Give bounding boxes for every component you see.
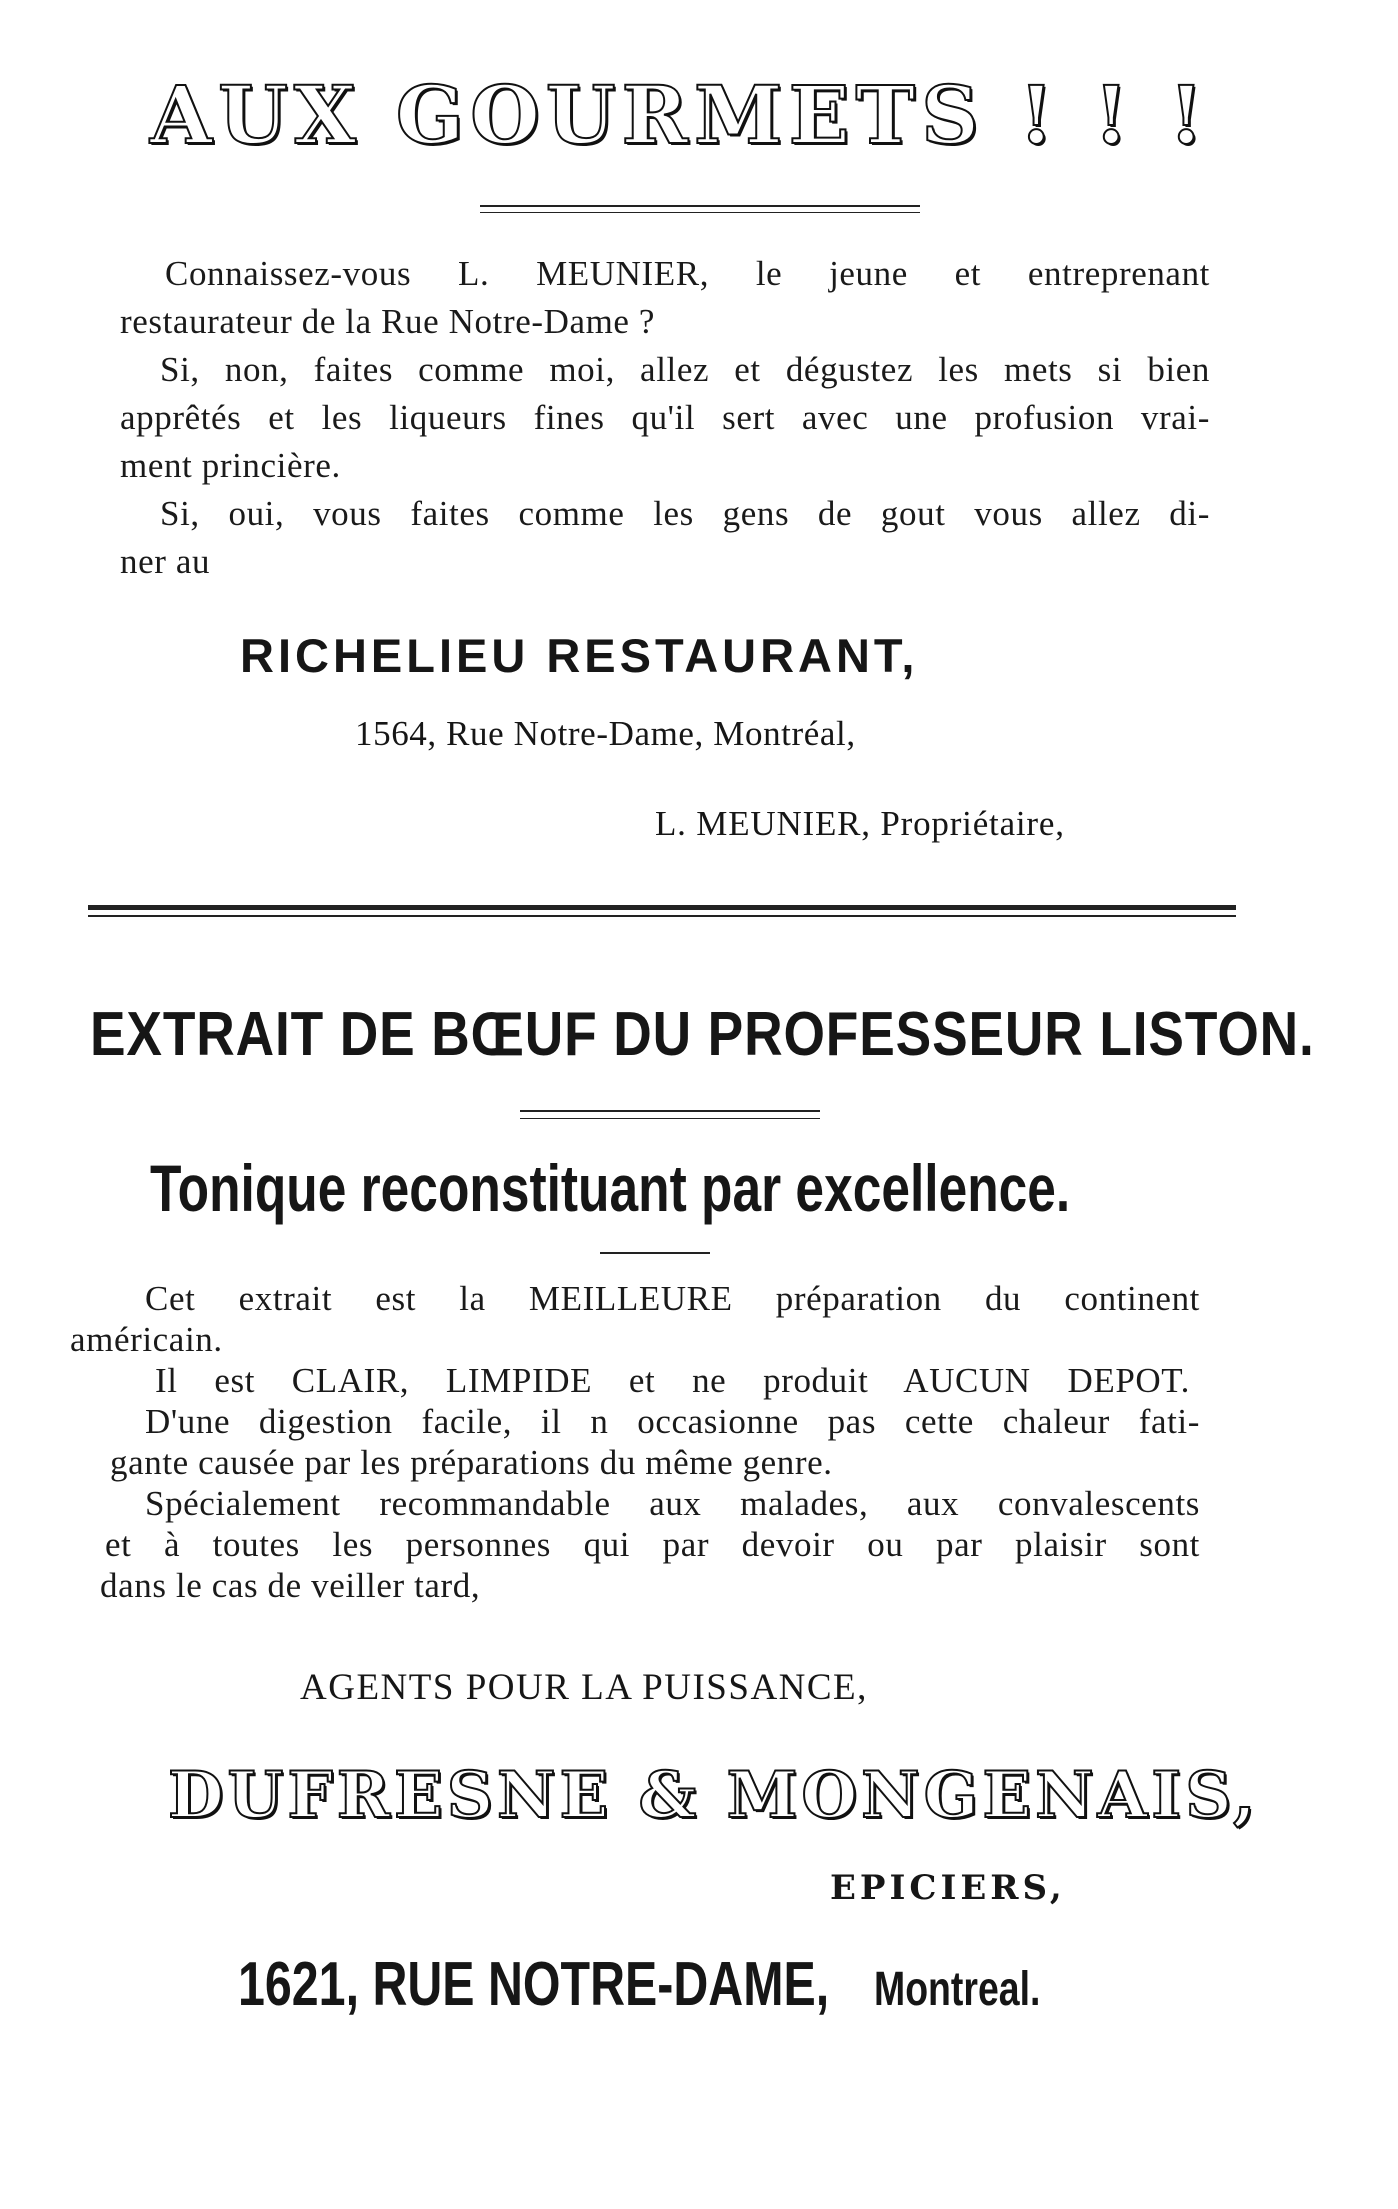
- ad1-restaurant-name: RICHELIEU RESTAURANT,: [240, 629, 919, 682]
- ad1-line: restaurateur de la Rue Notre-Dame ?: [120, 302, 656, 341]
- ad1-line: ment princière.: [120, 446, 341, 485]
- section-divider-thick: [88, 905, 1236, 910]
- ad2-title-rule-bottom: [520, 1118, 820, 1119]
- ad2-subtitle: Tonique reconstituant par excellence.: [150, 1151, 1071, 1225]
- ad2-title-rule-top: [520, 1110, 820, 1112]
- ad2-short-rule: [600, 1252, 710, 1254]
- ad2-line: D'une digestion facile, il n occasionne pas cette chaleur fati-: [145, 1402, 1200, 1441]
- ad2-line: Il est CLAIR, LIMPIDE et ne produit AUCUN DEPOT.: [155, 1361, 1190, 1400]
- ad1-owner: L. MEUNIER, Propriétaire,: [655, 804, 1065, 843]
- section-divider-thin: [88, 915, 1236, 917]
- ad2-line: Spécialement recommandable aux malades, aux convalescents: [145, 1484, 1200, 1523]
- ad1-body: [120, 250, 1210, 586]
- ad2-body: [70, 1278, 1200, 1606]
- ad2-title: EXTRAIT DE BŒUF DU PROFESSEUR LISTON.: [90, 1000, 1315, 1069]
- ad2-line: américain.: [70, 1320, 223, 1359]
- ad2-trade: EPICIERS,: [830, 1868, 1066, 1908]
- ad1-title-rule-bottom: [480, 212, 920, 213]
- ad1-line: ner au: [120, 542, 211, 581]
- ad2-address-street: 1621, RUE NOTRE-DAME,: [238, 1950, 830, 2019]
- ad2-address-city: Montreal.: [874, 1963, 1041, 2016]
- ad1-address: 1564, Rue Notre-Dame, Montréal,: [355, 714, 856, 753]
- ad2-line: dans le cas de veiller tard,: [100, 1566, 481, 1605]
- ad2-company: DUFRESNE & MONGENAIS,: [168, 1758, 1260, 1833]
- ad1-line: apprêtés et les liqueurs fines qu'il sert avec une profusion vrai-: [120, 398, 1210, 437]
- ad2-line: Cet extrait est la MEILLEURE préparation du continent: [145, 1279, 1200, 1318]
- ad2-line: et à toutes les personnes qui par devoir ou par plaisir sont: [105, 1525, 1200, 1564]
- ad1-title: AUX GOURMETS ! ! !: [150, 68, 1210, 162]
- ad1-line: Si, oui, vous faites comme les gens de gout vous allez di-: [160, 494, 1210, 533]
- ad1-line: Si, non, faites comme moi, allez et dégustez les mets si bien: [160, 350, 1210, 389]
- ad1-title-rule-top: [480, 205, 920, 207]
- ad1-line: Connaissez-vous L. MEUNIER, le jeune et entreprenant: [165, 254, 1210, 293]
- ad2-agents: AGENTS POUR LA PUISSANCE,: [300, 1667, 868, 1708]
- ad2-line: gante causée par les préparations du même genre.: [110, 1443, 833, 1482]
